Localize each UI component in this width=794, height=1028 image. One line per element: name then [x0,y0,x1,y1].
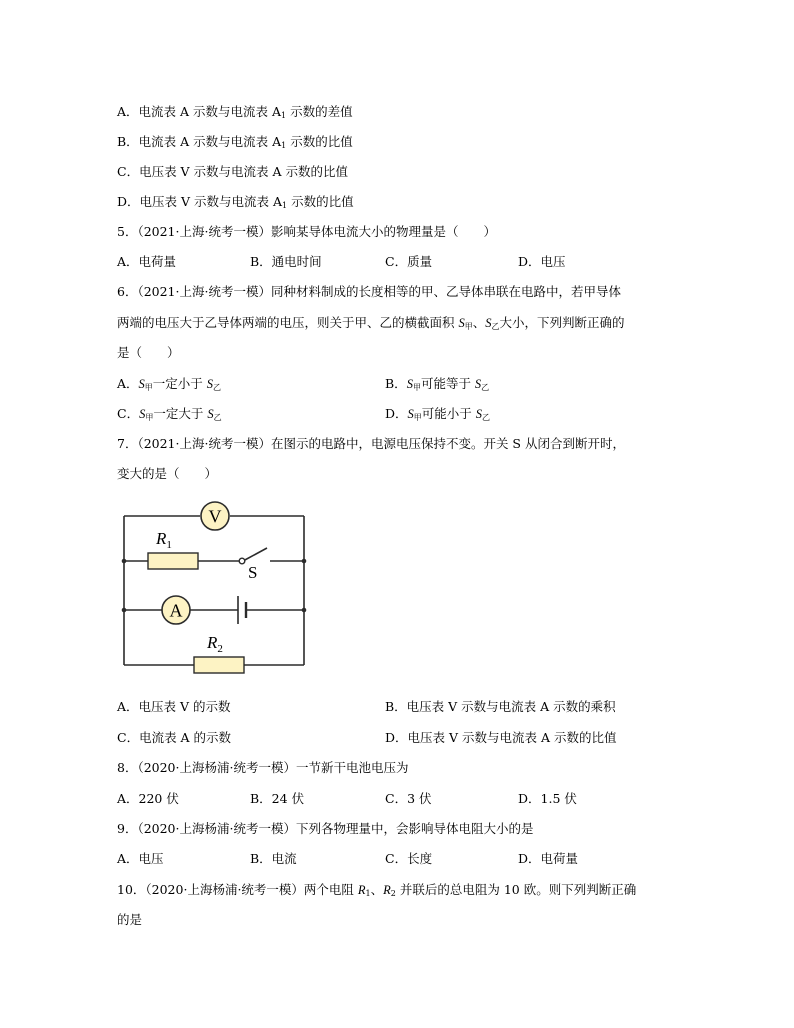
q4-option-b: B．电流表 A 示数与电流表 $A_1$ 示数的比值 [117,134,353,150]
junction-dot [122,608,127,613]
q9-stem: 9．（2020·上海杨浦·统考一模）下列各物理量中，会影响导体电阻大小的是 [117,821,534,836]
q5-option-a: A．电荷量 [117,254,177,269]
q4-option-a: A．电流表 A 示数与电流表 $A_1$ 示数的差值 [117,104,353,120]
q10-line-2: 的是 [117,912,143,927]
q9-option-b: B．电流 [250,851,297,866]
q4-option-c: C．电压表 V 示数与电流表 A 示数的比值 [117,164,349,179]
q6-line-1: 6．（2021·上海·统考一模）同种材料制成的长度相等的甲、乙导体串联在电路中，若甲导体 [117,284,621,299]
q5-option-d: D．电压 [518,254,566,269]
q5-option-c: C．质量 [385,254,433,269]
resistor-r1 [148,553,198,569]
q6-option-c: C．$S_甲$一定大于 $S_乙$ [117,406,222,422]
junction-dot [302,559,307,564]
switch-label: S [248,563,258,582]
q6-option-a: A．$S_甲$一定小于 $S_乙$ [117,376,222,392]
q10-line-1: 10．（2020·上海杨浦·统考一模）两个电阻 $R_1$、$R_2$ 并联后的总电阻为 10 欧。则下列判断正确 [117,882,637,898]
q7-option-a: A．电压表 V 的示数 [117,699,231,714]
q8-option-c: C．3 伏 [385,791,432,806]
q9-option-d: D．电荷量 [518,851,579,866]
q6-line-3: 是（ ） [117,345,180,360]
q6-option-b: B．$S_甲$可能等于 $S_乙$ [385,376,490,392]
q7-option-d: D．电压表 V 示数与电流表 A 示数的比值 [385,730,617,745]
q6-option-d: D．$S_甲$可能小于 $S_乙$ [385,406,491,422]
r1-label: $R_1$ [156,529,172,551]
switch-contact [239,558,245,564]
resistor-r2 [194,657,244,673]
junction-dot [122,559,127,564]
q8-option-d: D．1.5 伏 [518,791,577,806]
q9-option-c: C．长度 [385,851,433,866]
q7-option-b: B．电压表 V 示数与电流表 A 示数的乘积 [385,699,616,714]
junction-dot [302,608,307,613]
q6-line-2: 两端的电压大于乙导体两端的电压，则关于甲、乙的横截面积 $S_甲$、$S_乙$大小，下列判断正确的 [117,315,625,331]
q7-option-c: C．电流表 A 的示数 [117,730,232,745]
r2-label: $R_2$ [207,633,223,655]
q7-line-1: 7．（2021·上海·统考一模）在图示的电路中，电源电压保持不变。开关 S 从闭合到断开时， [117,436,625,451]
ammeter-label: A [169,600,183,621]
q8-option-b: B．24 伏 [250,791,305,806]
voltmeter-label: V [208,506,222,527]
q7-line-2: 变大的是（ ） [117,466,218,481]
q9-option-a: A．电压 [117,851,164,866]
q4-option-d: D．电压表 V 示数与电流表 $A_1$ 示数的比值 [117,194,354,210]
q8-option-a: A．220 伏 [117,791,179,806]
q5-option-b: B．通电时间 [250,254,322,269]
circuit-diagram [110,495,320,675]
q5-stem: 5．（2021·上海·统考一模）影响某导体电流大小的物理量是（ ） [117,224,496,239]
q8-stem: 8．（2020·上海杨浦·统考一模）一节新干电池电压为 [117,760,409,775]
